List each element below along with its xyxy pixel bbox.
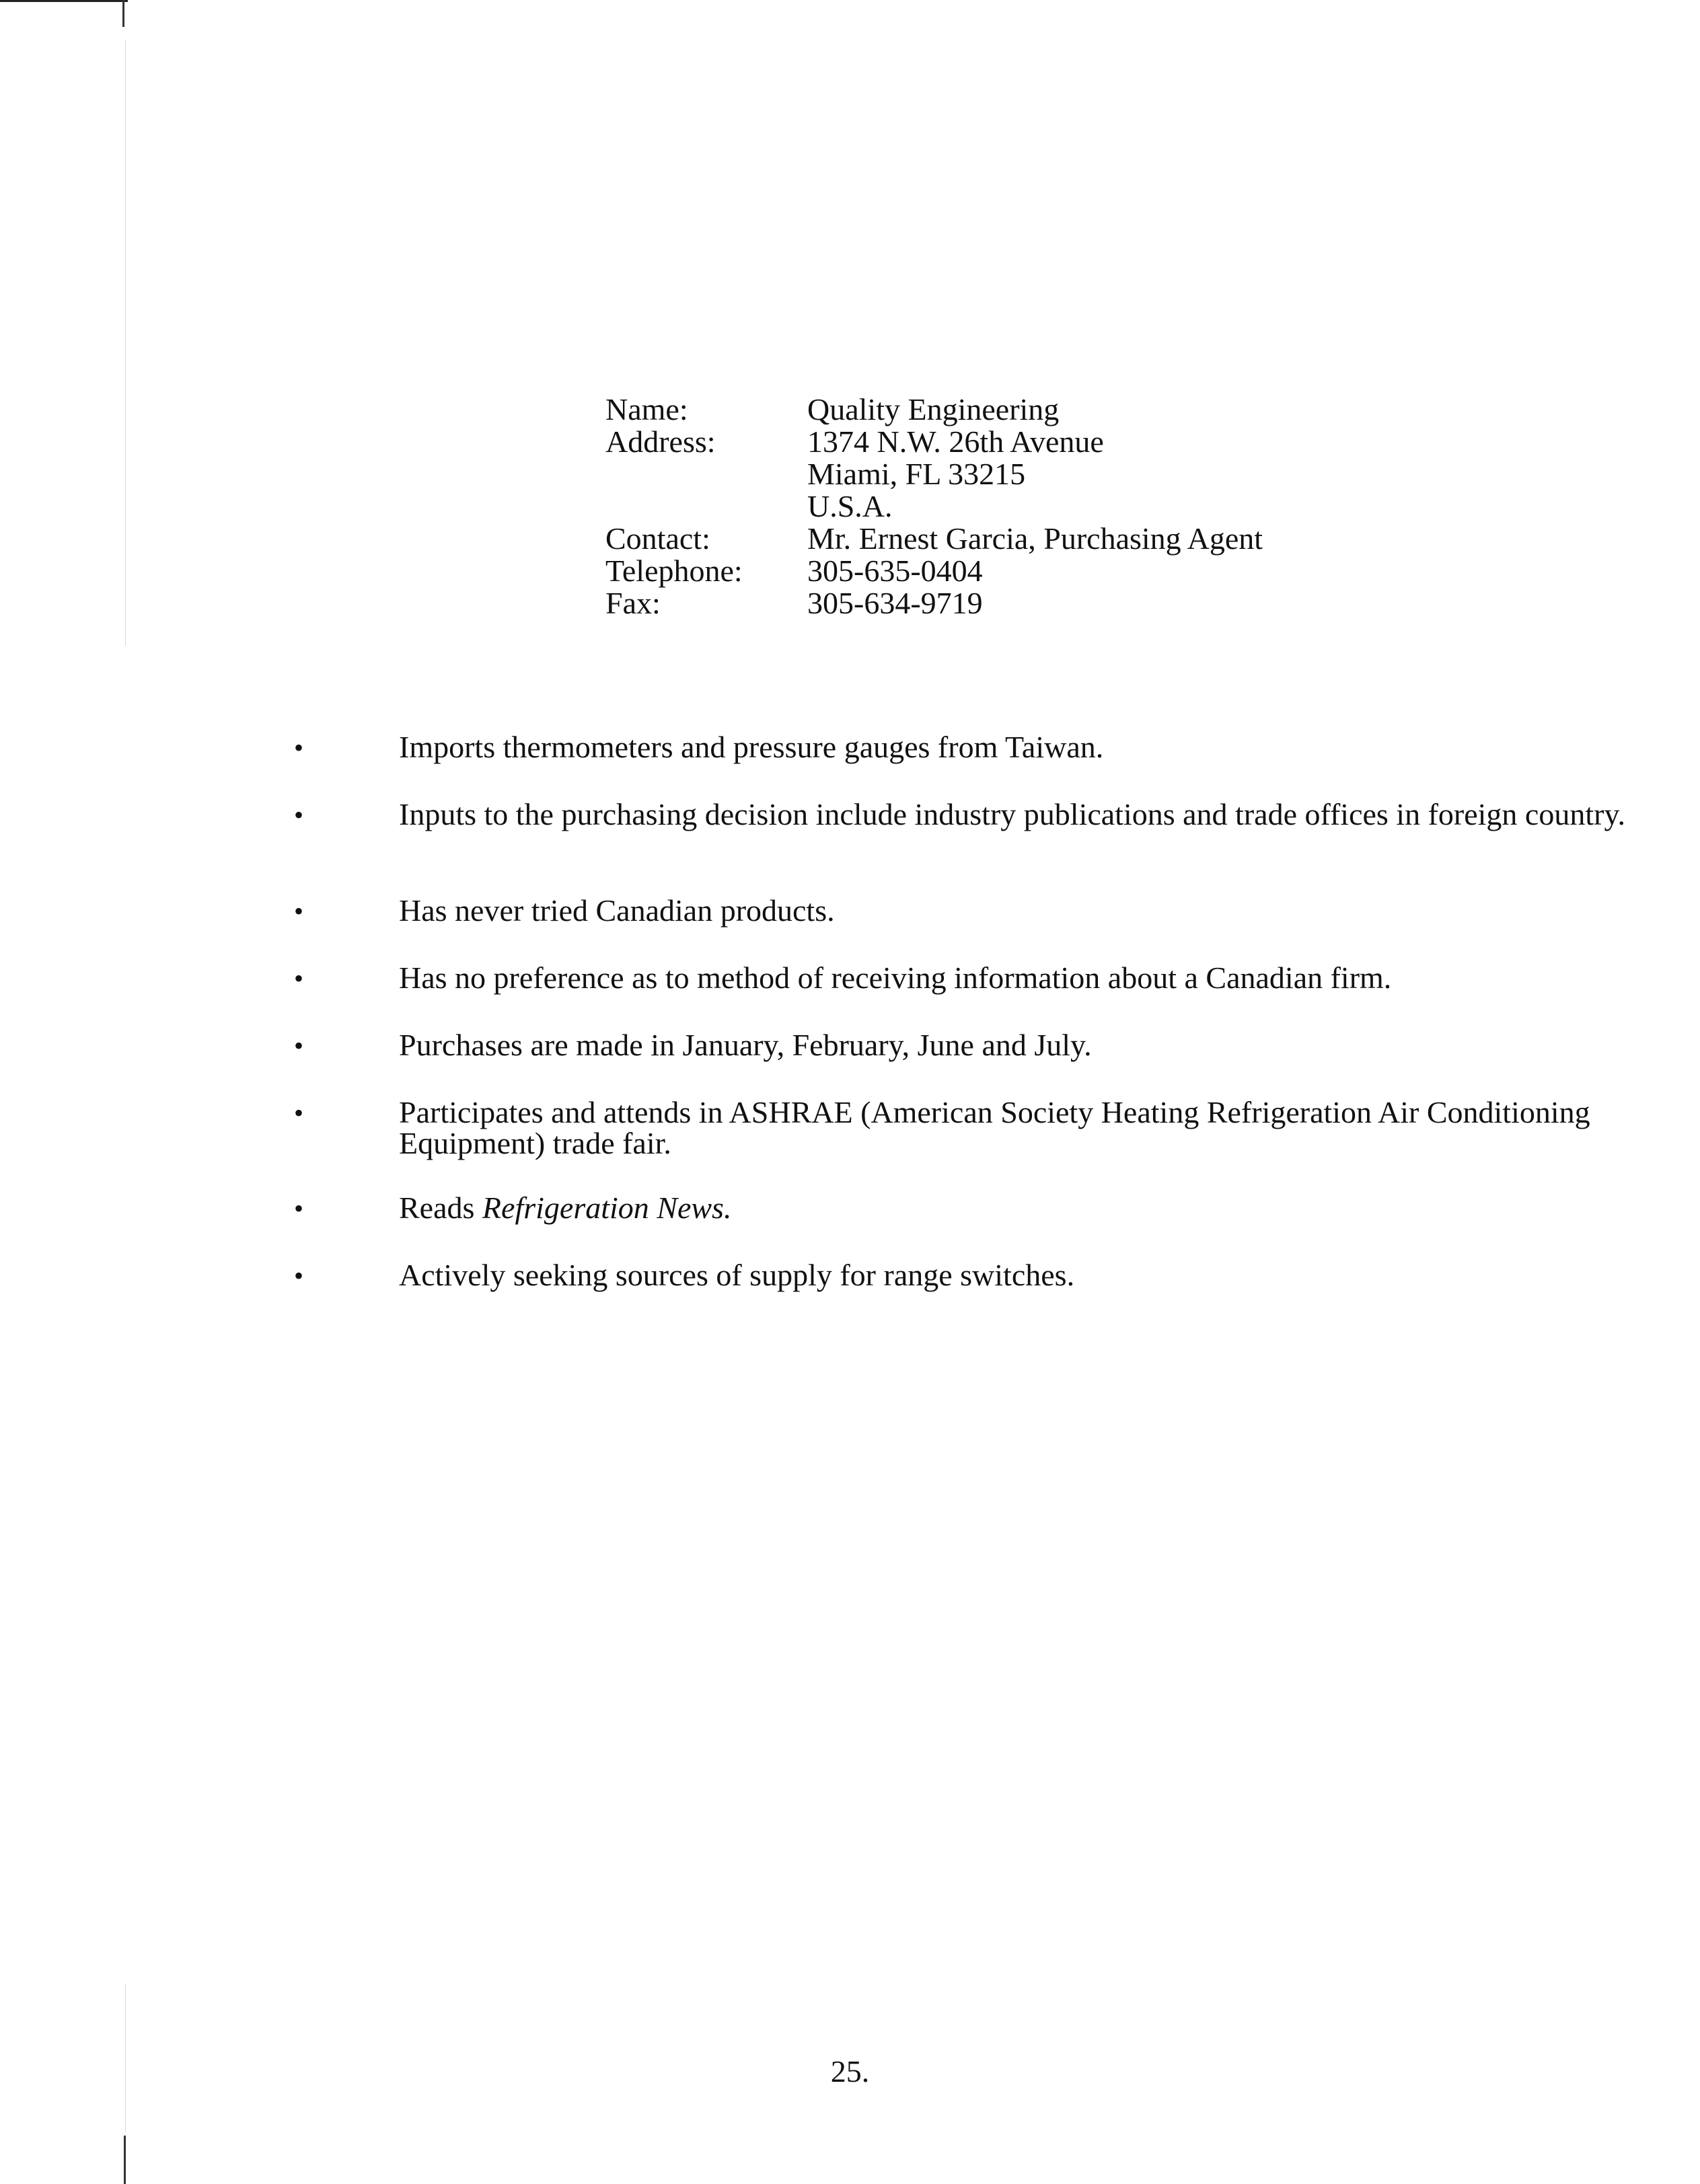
name-value: Quality Engineering xyxy=(807,392,1060,426)
fax-label: Fax: xyxy=(605,586,661,620)
bullet-icon: • xyxy=(294,800,304,830)
scan-edge-line-top xyxy=(122,0,124,27)
fax-value: 305-634-9719 xyxy=(807,586,983,620)
bullet-icon: • xyxy=(294,732,304,763)
telephone-value: 305-635-0404 xyxy=(807,554,983,588)
bullet-text: Inputs to the purchasing decision include industry publications and trade offices in foreign country. xyxy=(399,797,1625,831)
bullet-text: Has no preference as to method of receiving information about a Canadian firm. xyxy=(399,961,1392,995)
page-number: 25. xyxy=(830,2054,870,2088)
scan-edge-line-bottom xyxy=(124,2136,126,2184)
telephone-label: Telephone: xyxy=(605,554,743,588)
bullet-text: Actively seeking sources of supply for range switches. xyxy=(399,1258,1075,1292)
reads-prefix: Reads xyxy=(399,1191,475,1225)
scan-edge-faint-upper xyxy=(125,40,126,646)
bullet-icon: • xyxy=(294,1260,304,1291)
bullet-text: Purchases are made in January, February, June and July. xyxy=(399,1028,1092,1062)
bullet-icon: • xyxy=(294,896,304,926)
bullet-text: Imports thermometers and pressure gauges from Taiwan. xyxy=(399,730,1104,764)
bullet-icon: • xyxy=(294,1098,304,1128)
bullet-text: Participates and attends in ASHRAE (American Society Heating Refrigeration Air Conditioning Equipment) trade fair. xyxy=(399,1095,1590,1160)
address-line-3: U.S.A. xyxy=(807,489,893,523)
name-label: Name: xyxy=(605,392,688,426)
bullet-text xyxy=(399,1193,1650,1223)
contact-label: Contact: xyxy=(605,521,710,556)
contact-value: Mr. Ernest Garcia, Purchasing Agent xyxy=(807,521,1263,556)
bullet-text: Has never tried Canadian products. xyxy=(399,893,835,928)
bullet-icon: • xyxy=(294,963,304,993)
publication-title: Refrigeration News. xyxy=(482,1191,732,1225)
bullet-icon: • xyxy=(294,1030,304,1061)
scan-corner-mark xyxy=(0,0,128,2)
bullet-icon: • xyxy=(294,1193,304,1223)
address-label: Address: xyxy=(605,424,716,459)
address-line-1: 1374 N.W. 26th Avenue xyxy=(807,424,1104,459)
address-line-2: Miami, FL 33215 xyxy=(807,457,1026,491)
